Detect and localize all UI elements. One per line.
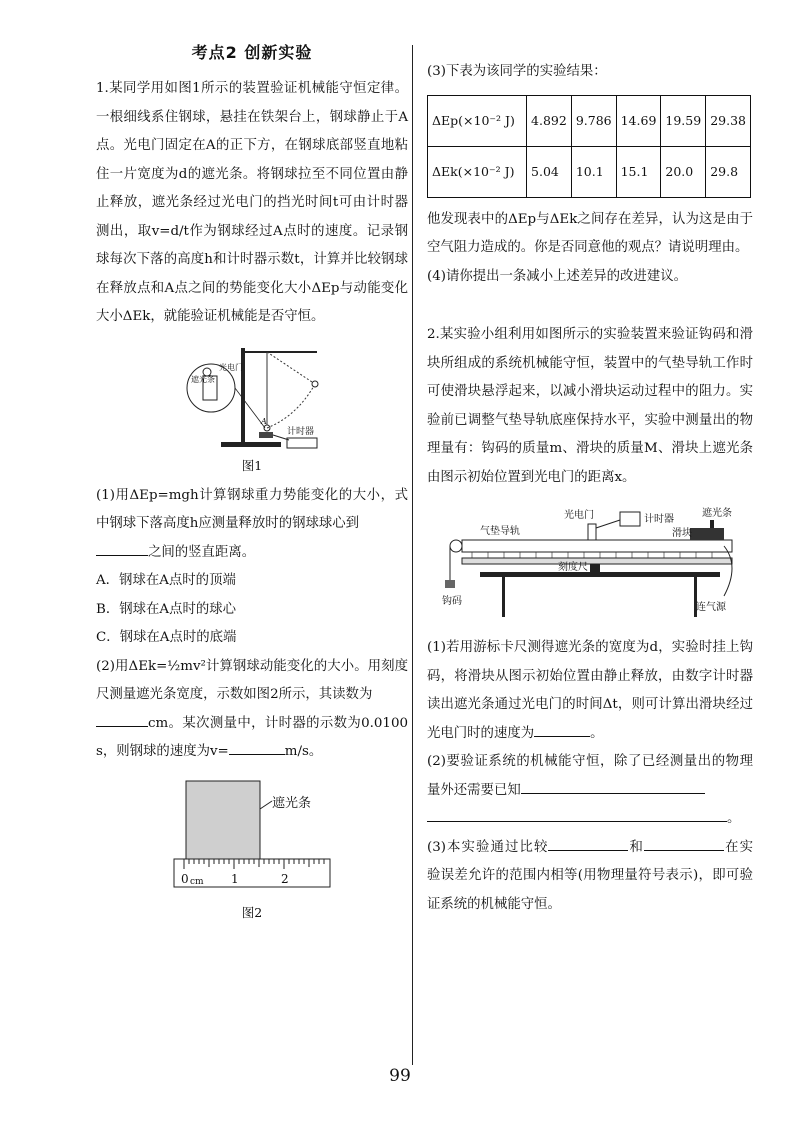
figure-1	[177, 346, 327, 456]
q2-part1-text: (1)若用游标卡尺测得遮光条的宽度为d，实验时挂上钩码，将滑块从图示初始位置由静止释放，由数字计时器读出遮光条通过光电门的时间Δt，则可计算出滑块经过光电门时的速度为	[427, 640, 753, 741]
fig1-gate-label: 光电门	[219, 362, 243, 372]
table-cell: 19.59	[661, 95, 706, 146]
q1-part2-text-c: m/s。	[284, 744, 323, 759]
table-cell: 10.1	[571, 146, 616, 197]
q1-option-c: C．钢球在A点时的底端	[96, 630, 237, 645]
table-cell: 14.69	[616, 95, 661, 146]
q2-part3-blank-2[interactable]	[644, 836, 724, 851]
q1-part3: (3)下表为该同学的实验结果：	[427, 64, 607, 79]
table-row-head-ep: ΔEp(×10⁻² J)	[428, 95, 527, 146]
q1-intro: 1.某同学用如图1所示的装置验证机械能守恒定律。一根细线系住钢球，悬挂在铁架台上，钢球静止于A点。光电门固定在A的正下方，在钢球底部竖直地粘住一片宽度为d的遮光条。将钢球拉至不同位置由静止释放，遮光条经过光电门的挡光时间t可由计时器测出，取v=d/t作为钢球经过A点时的速度。记录钢球每次下落的高度h和计时器示数t，计算并比较钢球在释放点和A点之间的势能变化大小ΔEp与动能变化大小ΔEk，就能验证机械能是否守恒。	[96, 81, 408, 324]
table-row	[428, 95, 751, 146]
left-column	[96, 40, 408, 921]
q2-part2-blank-2[interactable]	[427, 807, 727, 822]
fig3-slider-label: 滑块	[672, 528, 692, 539]
q1-part1-tail: 之间的竖直距离。	[148, 544, 256, 560]
table-cell: 29.38	[706, 95, 751, 146]
q2-part2	[427, 748, 753, 834]
fig2-unit: cm	[190, 876, 204, 887]
q1-part2-blank-2[interactable]	[229, 740, 285, 755]
figure-1-caption: 图1	[241, 457, 263, 473]
q1-part1	[96, 482, 408, 568]
fig3-timer-label: 计时器	[644, 514, 674, 525]
q2-part3-text-a: (3)本实验通过比较	[427, 839, 549, 855]
right-column	[427, 58, 753, 919]
fig3-hook-label: 钩码	[442, 596, 462, 607]
fig2-tick-2: 2	[281, 871, 289, 886]
q1-option-b: B．钢球在A点时的球心	[96, 601, 237, 617]
q2-part2-blank-1[interactable]	[521, 779, 705, 794]
fig1-timer-label: 计时器	[287, 426, 315, 437]
q2-part2-text: (2)要验证系统的机械能守恒，除了已经测量出的物理量外还需要已知	[427, 754, 753, 798]
q1-part4: (4)请你提出一条减小上述差异的改进建议。	[427, 268, 687, 284]
figure-air-track	[440, 506, 740, 618]
figure-2	[172, 779, 332, 897]
air-track-apparatus-diagram	[440, 506, 740, 618]
column-divider	[412, 45, 413, 1065]
table-row	[428, 146, 751, 197]
fig3-ruler-label: 刻度尺	[558, 562, 588, 573]
fig1-point-label: A	[261, 416, 267, 426]
q1-part1-blank[interactable]	[96, 541, 148, 556]
q1-part2-blank-1[interactable]	[96, 712, 148, 727]
fig3-gate-label: 光电门	[564, 510, 594, 521]
q2-part2-end: 。	[727, 811, 741, 826]
table-row-head-ek: ΔEk(×10⁻² J)	[428, 146, 527, 197]
table-cell: 20.0	[661, 146, 706, 197]
table-cell: 29.8	[706, 146, 751, 197]
fig2-tick-0: 0	[181, 871, 189, 886]
q2-part3-text-c: 在实验误差允许的范围内相等(用物理量符号表示)，即可验证系统的机械能守恒。	[427, 839, 753, 912]
table-cell: 4.892	[527, 95, 572, 146]
q2-part3-blank-1[interactable]	[548, 836, 628, 851]
fig3-air-label: 连气源	[696, 602, 726, 613]
table-cell: 15.1	[616, 146, 661, 197]
q1-part3-after: 他发现表中的ΔEp与ΔEk之间存在差异，认为这是由于空气阻力造成的。你是否同意他的观点？请说明理由。	[427, 211, 753, 255]
page-number: 99	[389, 1066, 411, 1086]
q1-part1-text: (1)用ΔEp=mgh计算钢球重力势能变化的大小，式中钢球下落高度h应测量释放时的钢球球心到	[96, 487, 408, 531]
fig3-rail-label: 气垫导轨	[480, 526, 520, 537]
fig2-tick-1: 1	[231, 871, 239, 886]
pendulum-apparatus-diagram	[177, 346, 327, 456]
q1-option-a: A．钢球在A点时的顶端	[96, 573, 236, 588]
question-separator	[427, 291, 753, 321]
q1-part2-text-a: (2)用ΔEk=½mv²计算钢球动能变化的大小。用刻度尺测量遮光条宽度，示数如图2所示，其读数为	[96, 658, 408, 702]
results-table	[427, 95, 751, 198]
q1-part2	[96, 653, 408, 767]
section-title: 考点2 创新实验	[191, 43, 313, 62]
q1-part2-text-b: cm。某次测量中，计时器的示数为0.0100 s，则钢球的速度为v=	[96, 715, 408, 759]
q2-part3	[427, 834, 753, 920]
q2-part3-text-b: 和	[628, 839, 645, 855]
table-cell: 9.786	[571, 95, 616, 146]
fig1-shade-label: 遮光条	[191, 374, 215, 384]
q2-intro: 2.某实验小组利用如图所示的实验装置来验证钩码和滑块所组成的系统机械能守恒，装置中的气垫导轨工作时可使滑块悬浮起来，以减小滑块运动过程中的阻力。实验前已调整气垫导轨底座保持水平，实验中测量出的物理量有：钩码的质量m、滑块的质量M、滑块上遮光条由图示初始位置到光电门的距离x。	[427, 327, 753, 485]
q2-part1	[427, 634, 753, 748]
q2-part1-blank[interactable]	[534, 722, 590, 737]
ruler-reading-diagram	[172, 779, 332, 897]
fig2-shade-label: 遮光条	[272, 795, 312, 811]
fig3-shade-label: 遮光条	[702, 508, 732, 519]
q2-part1-end: 。	[590, 725, 604, 741]
table-cell: 5.04	[527, 146, 572, 197]
figure-2-caption: 图2	[241, 904, 263, 920]
